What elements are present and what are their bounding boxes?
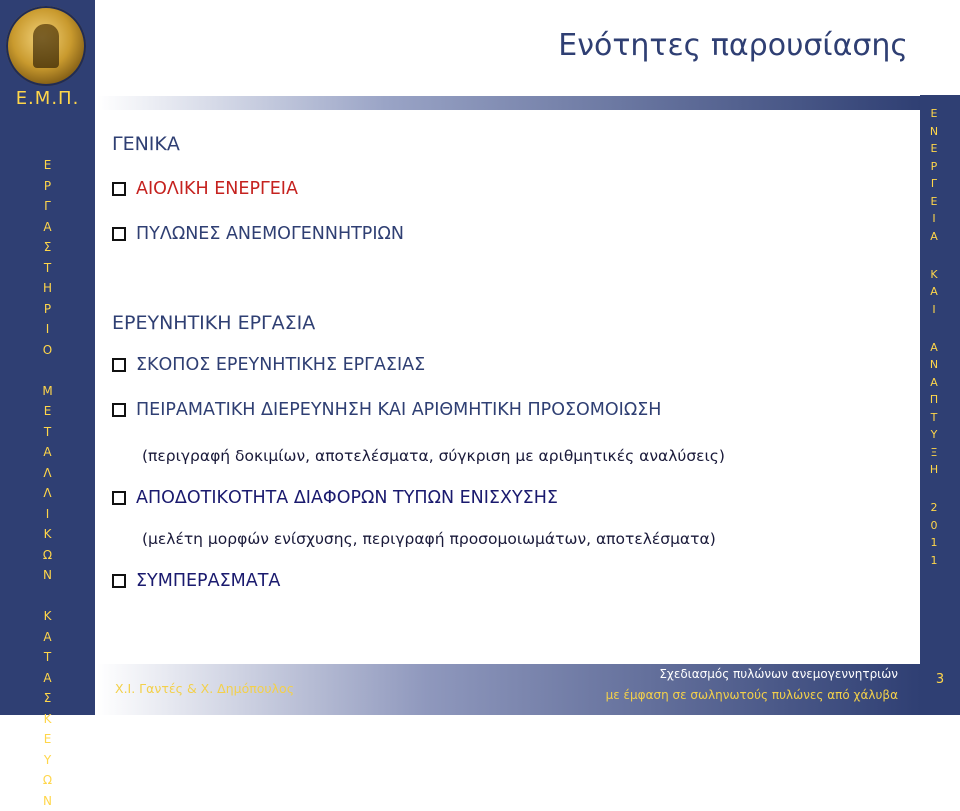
vertical-letter: Ν (0, 565, 95, 586)
vertical-letter: Κ (0, 606, 95, 627)
vertical-letter: 1 (920, 534, 948, 552)
vertical-letter: Λ (0, 463, 95, 484)
vertical-letter: Ι (920, 301, 948, 319)
page-number: 3 (920, 672, 960, 687)
vertical-letter: Α (920, 374, 948, 392)
vertical-letter: Α (920, 283, 948, 301)
left-vertical-caption (0, 155, 95, 811)
vertical-letter: Κ (920, 266, 948, 284)
right-vertical-caption (920, 105, 948, 569)
footer-subtitle-line1: Σχεδιασμός πυλώνων ανεμογεννητριών (659, 667, 898, 681)
vertical-letter: Ρ (0, 299, 95, 320)
bullet-item (112, 488, 558, 508)
vertical-letter: Μ (0, 381, 95, 402)
vertical-letter: Τ (920, 409, 948, 427)
checkbox-bullet-icon (112, 403, 126, 417)
checkbox-bullet-icon (112, 182, 126, 196)
slide-title: Ενότητες παρουσίασης (558, 28, 908, 63)
bullet-item (112, 179, 298, 199)
section-heading-general: ΓΕΝΙΚΑ (112, 133, 180, 155)
bullet-text: ΠΕΙΡΑΜΑΤΙΚΗ ΔΙΕΡΕΥΝΗΣΗ ΚΑΙ ΑΡΙΘΜΗΤΙΚΗ ΠΡΟΣΟΜΟΙΩΣΗ (136, 400, 661, 420)
vertical-letter: Ι (0, 504, 95, 525)
vertical-letter: Ο (0, 340, 95, 361)
checkbox-bullet-icon (112, 358, 126, 372)
vertical-letter: Ν (920, 356, 948, 374)
vertical-letter (920, 245, 948, 266)
checkbox-bullet-icon (112, 491, 126, 505)
vertical-letter: Α (0, 217, 95, 238)
vertical-letter: Σ (0, 237, 95, 258)
footer-subtitle-line2: με έμφαση σε σωληνωτούς πυλώνες από χάλυβα (606, 688, 898, 702)
section-heading-research: ΕΡΕΥΝΗΤΙΚΗ ΕΡΓΑΣΙΑ (112, 312, 315, 334)
vertical-letter: Κ (0, 709, 95, 730)
vertical-letter: Ε (920, 140, 948, 158)
bullet-text: ΣΥΜΠΕΡΑΣΜΑΤΑ (136, 571, 280, 591)
bullet-item (112, 400, 661, 420)
bullet-note: (περιγραφή δοκιμίων, αποτελέσματα, σύγκριση με αριθμητικές αναλύσεις) (142, 447, 725, 465)
vertical-letter: Ε (0, 155, 95, 176)
vertical-letter: 1 (920, 552, 948, 570)
vertical-letter: Α (0, 442, 95, 463)
checkbox-bullet-icon (112, 574, 126, 588)
bullet-text: ΣΚΟΠΟΣ ΕΡΕΥΝΗΤΙΚΗΣ ΕΡΓΑΣΙΑΣ (136, 355, 425, 375)
vertical-letter (920, 479, 948, 500)
vertical-letter: Γ (0, 196, 95, 217)
bullet-text: ΑΠΟΔΟΤΙΚΟΤΗΤΑ ΔΙΑΦΟΡΩΝ ΤΥΠΩΝ ΕΝΙΣΧΥΣΗΣ (136, 488, 558, 508)
vertical-letter: Ι (920, 210, 948, 228)
vertical-letter: Τ (0, 647, 95, 668)
vertical-letter: Ν (920, 123, 948, 141)
vertical-letter: Υ (0, 750, 95, 771)
vertical-letter: Ι (0, 319, 95, 340)
vertical-letter: Α (920, 339, 948, 357)
bullet-item (112, 571, 280, 591)
bullet-note: (μελέτη μορφών ενίσχυσης, περιγραφή προσομοιωμάτων, αποτελέσματα) (142, 530, 716, 548)
bullet-text: ΑΙΟΛΙΚΗ ΕΝΕΡΓΕΙΑ (136, 179, 298, 199)
ntua-logo (6, 6, 86, 86)
vertical-letter: Ε (0, 401, 95, 422)
vertical-letter: Η (920, 461, 948, 479)
vertical-letter: Ε (920, 193, 948, 211)
vertical-letter: Ω (0, 770, 95, 791)
vertical-letter: Τ (0, 258, 95, 279)
vertical-letter: Α (0, 627, 95, 648)
footer-authors: Χ.Ι. Γαντές & Χ. Δημόπουλος (115, 681, 294, 696)
vertical-letter (920, 318, 948, 339)
vertical-letter: Ρ (920, 158, 948, 176)
vertical-letter: Ε (920, 105, 948, 123)
vertical-letter: 0 (920, 517, 948, 535)
vertical-letter: Η (0, 278, 95, 299)
vertical-letter: Ν (0, 791, 95, 811)
bullet-item (112, 355, 425, 375)
bullet-text: ΠΥΛΩΝΕΣ ΑΝΕΜΟΓΕΝΝΗΤΡΙΩΝ (136, 224, 404, 244)
vertical-letter: Κ (0, 524, 95, 545)
vertical-letter: 2 (920, 499, 948, 517)
checkbox-bullet-icon (112, 227, 126, 241)
vertical-letter: Π (920, 391, 948, 409)
institution-label: Ε.Μ.Π. (0, 88, 95, 109)
vertical-letter (0, 360, 95, 381)
vertical-letter: Υ (920, 426, 948, 444)
vertical-letter: Σ (0, 688, 95, 709)
vertical-letter: Τ (0, 422, 95, 443)
title-divider (97, 96, 920, 110)
vertical-letter: Ρ (0, 176, 95, 197)
bullet-item (112, 224, 404, 244)
vertical-letter (0, 586, 95, 607)
vertical-letter: Ε (0, 729, 95, 750)
vertical-letter: Γ (920, 175, 948, 193)
vertical-letter: Λ (0, 483, 95, 504)
vertical-letter: Α (0, 668, 95, 689)
vertical-letter: Α (920, 228, 948, 246)
vertical-letter: Ω (0, 545, 95, 566)
vertical-letter: Ξ (920, 444, 948, 462)
